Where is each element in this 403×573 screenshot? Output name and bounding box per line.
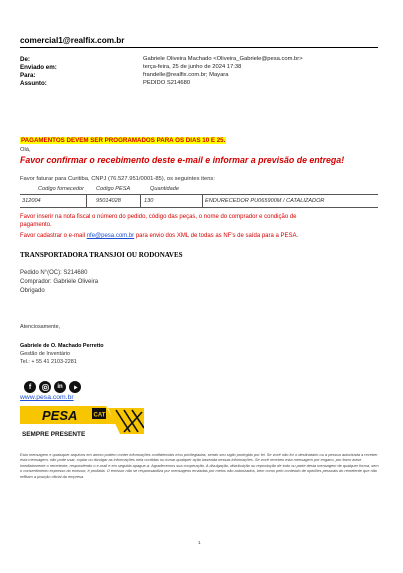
invoice-note-line-1: Favor inserir na nota fiscal o número do pedido, código das peças, o nome do comprador e condição de bbox=[20, 214, 297, 220]
xml-note bbox=[20, 233, 298, 239]
table-col-divider bbox=[202, 194, 203, 207]
header-divider bbox=[20, 47, 378, 48]
page-number: 1 bbox=[198, 541, 201, 546]
youtube-icon[interactable] bbox=[69, 381, 81, 393]
invoice-instruction: Favor faturar para Curitiba, CNPJ (76.527.951/0001-85), os seguintes itens: bbox=[20, 176, 215, 182]
closing: Atenciosamente, bbox=[20, 324, 61, 330]
to-value[interactable]: frandelle@realfix.com.br; Mayara bbox=[143, 72, 229, 78]
table-bottom-rule bbox=[20, 207, 378, 208]
col-header-quantity: Quantidade bbox=[150, 186, 179, 192]
legal-disclaimer: Esta mensagem e quaisquer arquivos em anexo podem conter informações confidenciais e/ou privilegiadas, sendo seu sigilo protegido por lei. Se você não for o destinatário ou a pessoa autorizada a receber esta mensagem, não pode usar, copiar ou divulgar as informações nela contidas ou tomar qualquer ação baseada nessas informações. Se você recebeu esta mensagem por engano, por favor avise imediatamente o remetente, respondendo o e-mail e em seguida apague-a. Agradecemos sua cooperação. A divulgação, distribuição ou reprodução de todo ou parte desta mensagem de qualquer forma, sem o consentimento expresso do emissor, é proibida. O emissor não se responsabiliza por mensagens enviadas por meios não autorizados, bem como pelo conteúdo de opiniões pessoais do remetente que não reflitam a posição oficial da empresa. bbox=[20, 452, 379, 479]
greeting: Olá, bbox=[20, 147, 31, 153]
subject-label: Assunto: bbox=[20, 80, 47, 87]
nfe-email-link[interactable]: nfe@pesa.com.br bbox=[86, 233, 135, 239]
signer-role: Gestão de Inventário bbox=[20, 351, 71, 357]
sent-label: Enviado em: bbox=[20, 64, 57, 71]
confirm-request: Favor confirmar o recebimento deste e-mail e informar a previsão de entrega! bbox=[20, 155, 345, 165]
instagram-icon[interactable] bbox=[39, 381, 51, 393]
from-value[interactable]: Gabriele Oliveira Machado <Oliveira_Gabriele@pesa.com.br> bbox=[143, 56, 303, 62]
linkedin-icon[interactable]: in bbox=[54, 381, 66, 393]
buyer-name: Comprador: Gabriele Oliveira bbox=[20, 279, 99, 285]
account-email: comercial1@realfix.com.br bbox=[20, 36, 125, 45]
col-header-pesa-code: Codigo PESA bbox=[96, 186, 131, 192]
cell-quantity: 130 bbox=[144, 198, 154, 204]
cell-pesa-code: 95014028 bbox=[96, 198, 121, 204]
invoice-note-line-2: pagamento. bbox=[20, 222, 52, 228]
col-header-supplier-code: Codigo fornecedor bbox=[38, 186, 85, 192]
logo-tagline: SEMPRE PRESENTE bbox=[22, 431, 86, 438]
subject-value: PEDIDO S214680 bbox=[143, 80, 191, 86]
order-number: Pedido N°(OC): S214680 bbox=[20, 270, 88, 276]
facebook-icon[interactable]: f bbox=[24, 381, 36, 393]
logo-wordmark: PESA bbox=[42, 408, 78, 423]
xml-note-prefix: Favor cadastrar o e-mail bbox=[20, 233, 87, 239]
carrier-heading: TRANSPORTADORA TRANSJOI OU RODONAVES bbox=[20, 251, 183, 259]
website-link[interactable]: www.pesa.com.br bbox=[20, 394, 74, 401]
cell-description: ENDURECEDOR PU065900M / CATALIZADOR bbox=[205, 198, 325, 204]
thanks: Obrigado bbox=[20, 288, 45, 294]
signer-phone: Tel.: + 55 41 2103-2281 bbox=[20, 359, 77, 365]
logo-cat: CAT bbox=[93, 412, 106, 419]
table-col-divider bbox=[140, 194, 141, 207]
xml-note-suffix: para envio dos XML de todas as NF's de saída para a PESA. bbox=[134, 233, 299, 239]
pesa-logo bbox=[20, 404, 144, 440]
payment-alert: PAGAMENTOS DEVEM SER PROGRAMADOS PARA OS DIAS 10 E 25. bbox=[21, 137, 226, 144]
table-col-divider bbox=[86, 194, 87, 207]
signer-name: Gabriele de O. Machado Perretto bbox=[20, 343, 104, 349]
from-label: De: bbox=[20, 56, 30, 63]
table-top-rule bbox=[20, 194, 378, 195]
sent-value: terça-feira, 25 de junho de 2024 17:38 bbox=[143, 64, 242, 70]
to-label: Para: bbox=[20, 72, 36, 79]
cell-supplier-code: 312004 bbox=[22, 198, 41, 204]
